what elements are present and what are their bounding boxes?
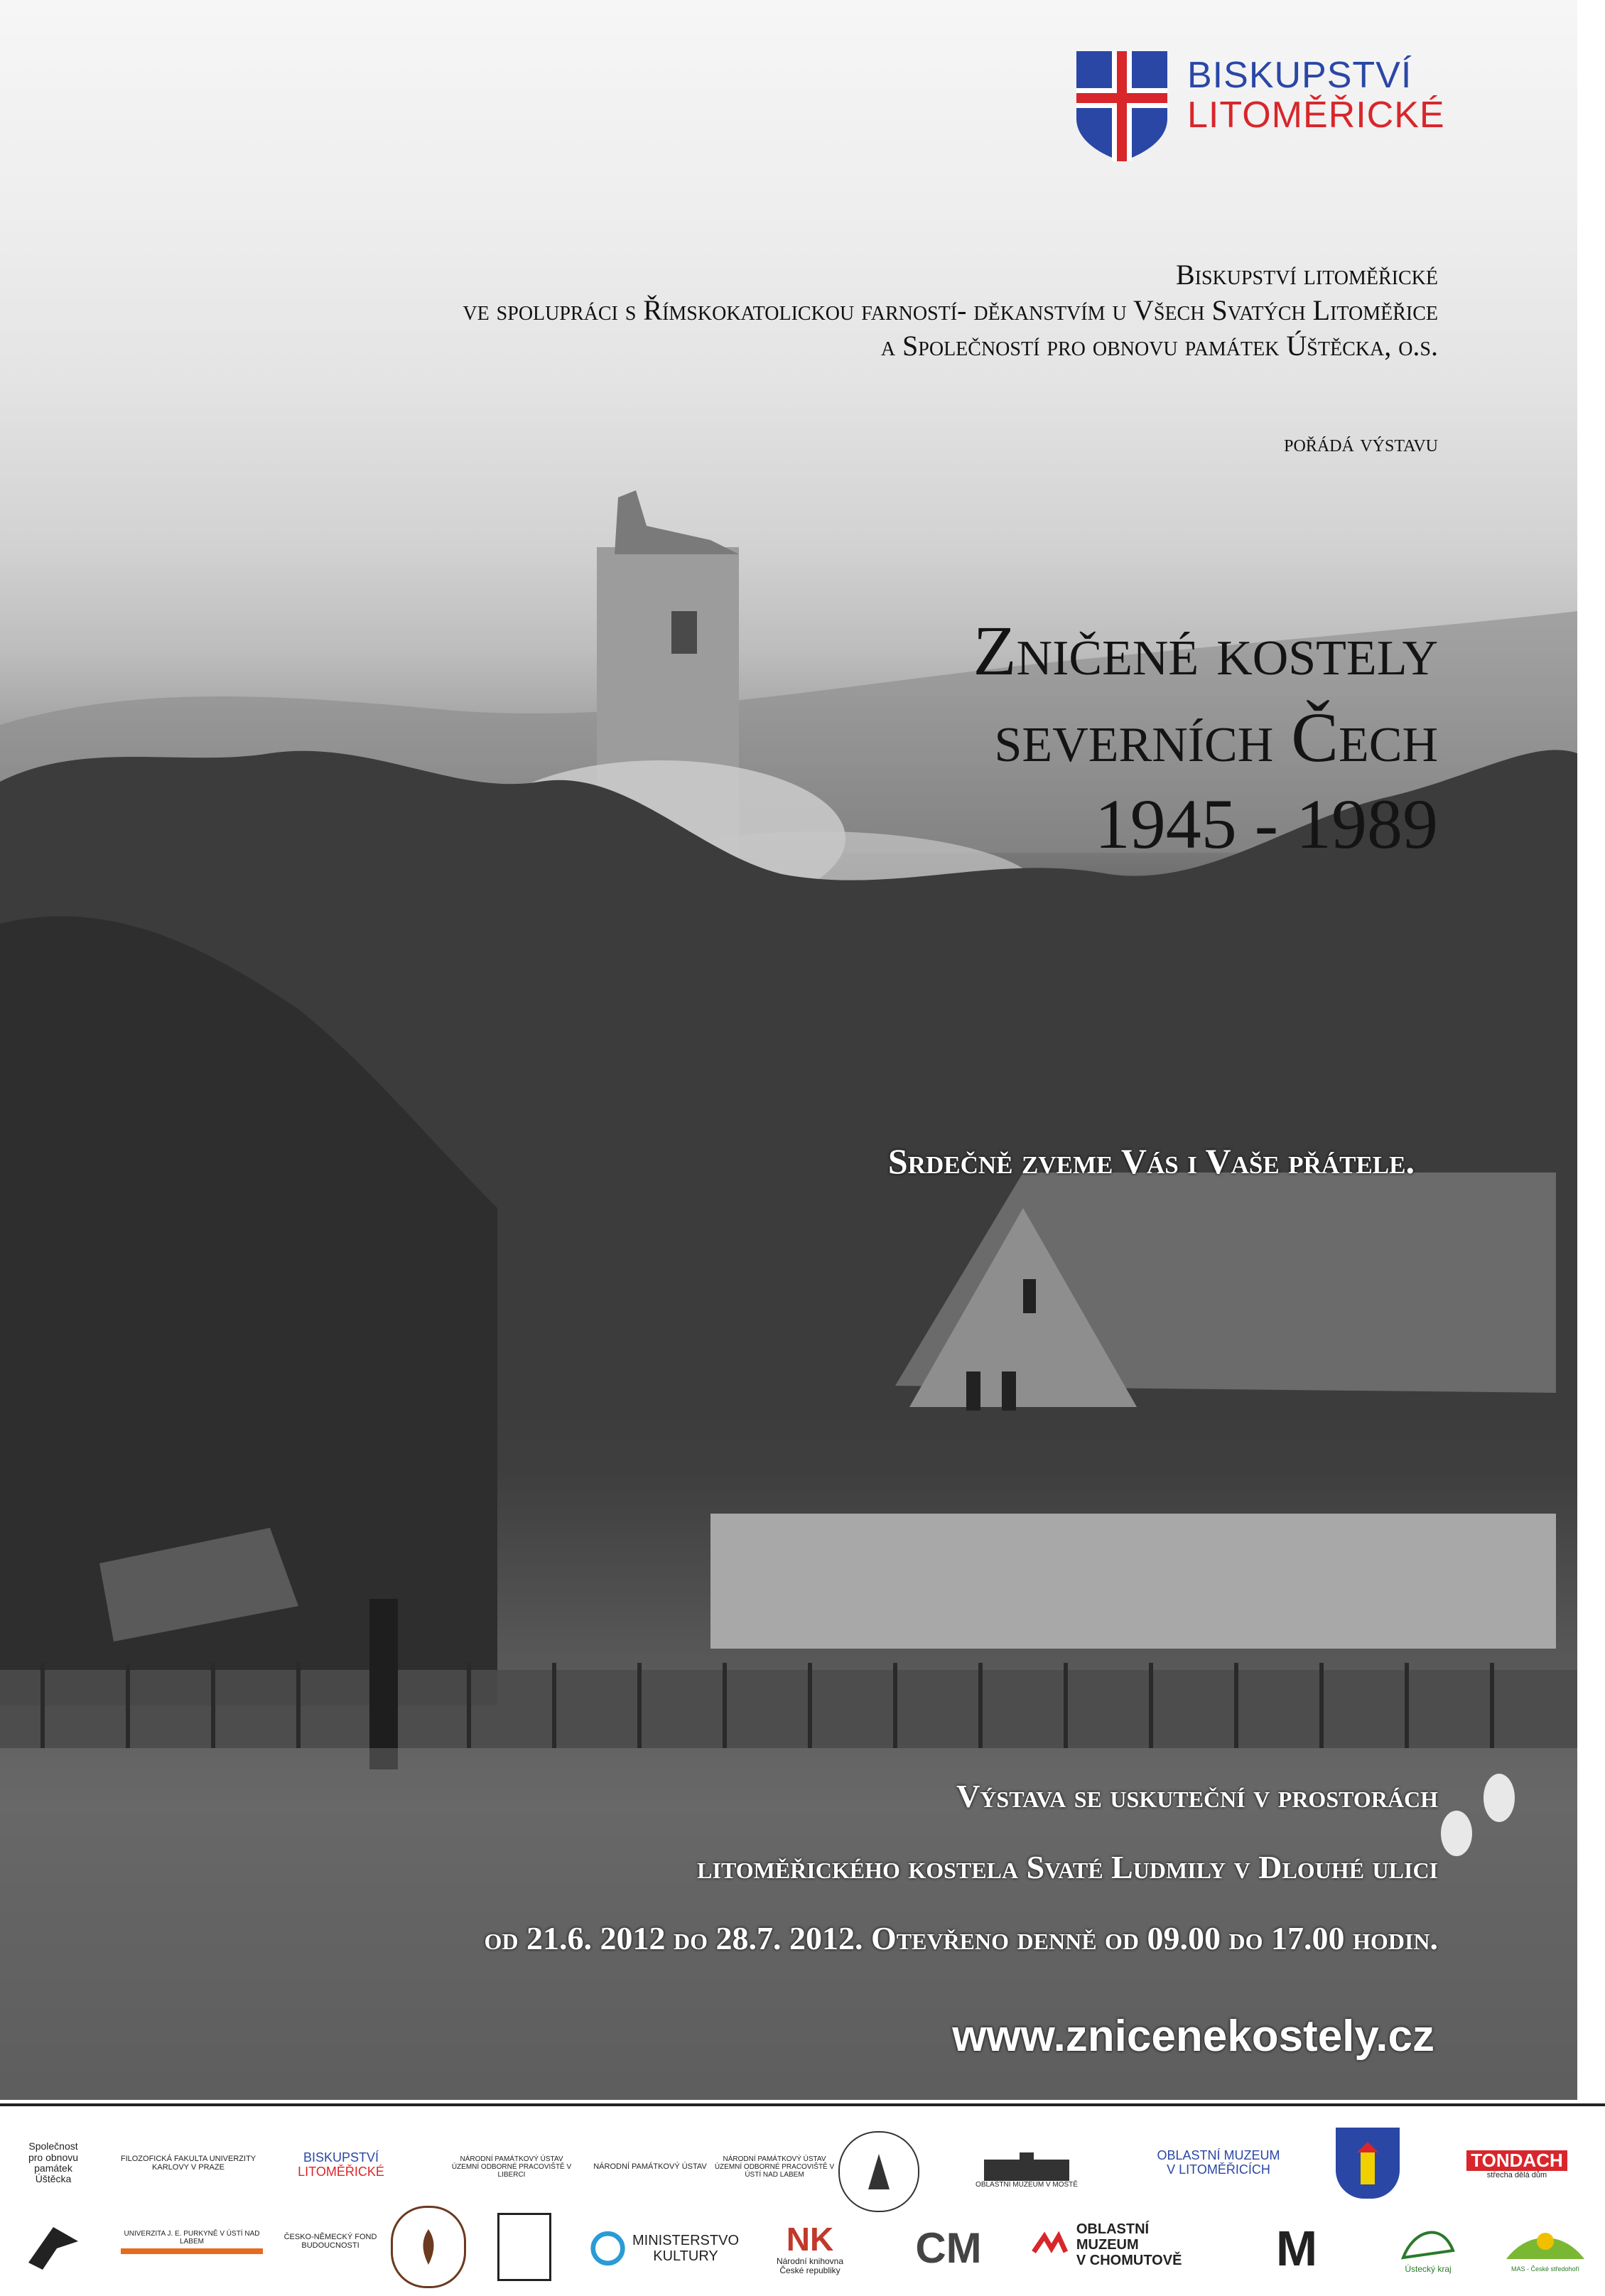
sponsor-label: UNIVERZITA J. E. PURKYNĚ V ÚSTÍ NAD LABEM	[124, 2230, 260, 2246]
sponsor-label: NÁRODNÍ PAMÁTKOVÝ ÚSTAV ÚZEMNÍ ODBORNÉ PRACOVIŠTĚ V LIBERCI	[451, 2155, 572, 2179]
sponsor-label: Ústecký kraj	[1405, 2264, 1452, 2275]
logo-text-line2: LITOMĚŘICKÉ	[1187, 95, 1445, 136]
bird-icon	[21, 2213, 85, 2277]
sponsor-label: Společnost pro obnovu památek Úštěcka	[28, 2140, 79, 2185]
sponsor-label: NÁRODNÍ PAMÁTKOVÝ ÚSTAV ÚZEMNÍ ODBORNÉ PRACOVIŠTĚ V ÚSTÍ NAD LABEM	[714, 2155, 835, 2179]
sponsor-ustecky-kraj-logo	[1393, 2206, 1464, 2284]
document-icon	[497, 2213, 551, 2281]
fleur-de-lis-icon	[411, 2226, 446, 2268]
organizers-block	[463, 257, 1438, 364]
title-line: severních Čech	[994, 698, 1438, 777]
logo-text-line1: BISKUPSTVÍ	[1187, 55, 1412, 96]
sponsor-muzeum-litomerice-logo	[1130, 2142, 1307, 2184]
sponsor-label: BISKUPSTVÍ	[303, 2150, 379, 2165]
invitation-text: Srdečně zveme Vás i Vaše přátele.	[887, 1141, 1415, 1181]
info-dates: od 21.6. 2012 do 28.7. 2012. Otevřeno denně od 09.00 do 17.00 hodin.	[484, 1920, 1438, 1956]
title-line: Zničené kostely	[973, 611, 1438, 690]
sponsor-npu-usti-logo	[714, 2145, 835, 2188]
region-icon	[1400, 2215, 1457, 2265]
sponsor-label: MINISTERSTVO	[632, 2233, 739, 2248]
sponsor-spolecnost-logo	[21, 2135, 85, 2192]
wave-icon	[1030, 2231, 1069, 2259]
organizer-line: ve spolupráci s Římskokatolickou farností- děkanstvím u Všech Svatých Litoměřice	[463, 294, 1438, 326]
sponsor-label: OBLASTNÍ MUZEUM V MOSTĚ	[976, 2180, 1078, 2189]
sponsor-label: NÁRODNÍ PAMÁTKOVÝ ÚSTAV	[593, 2162, 707, 2171]
city-coat-of-arms-icon	[1336, 2128, 1400, 2199]
nk-mark: NK	[786, 2220, 834, 2258]
sponsor-label: OBLASTNÍ MUZEUM	[1157, 2148, 1280, 2163]
sponsor-bird-logo	[18, 2206, 89, 2284]
sponsor-label: OBLASTNÍ MUZEUM	[1076, 2221, 1150, 2253]
sponsor-label: TONDACH	[1466, 2150, 1567, 2171]
sponsor-mas-logo	[1499, 2213, 1592, 2284]
sponsor-cm-logo: CM	[915, 2224, 982, 2272]
organizer-line: Biskupství litoměřické	[1175, 259, 1438, 291]
sponsor-ujep-logo	[121, 2227, 263, 2254]
sponsor-label: ČESKO-NĚMECKÝ FOND BUDOUCNOSTI	[283, 2232, 377, 2250]
sponsor-label: KULTURY	[653, 2248, 718, 2264]
sponsor-m-logo: M	[1275, 2220, 1318, 2276]
exhibition-info	[485, 1761, 1439, 1974]
sponsor-label: V CHOMUTOVĚ	[1076, 2253, 1182, 2268]
sponsor-label: V LITOMĚŘICÍCH	[1167, 2162, 1270, 2177]
sponsor-npu-logo	[590, 2152, 710, 2181]
organizer-line: a Společností pro obnovu památek Úštěcka, o.s.	[880, 330, 1438, 362]
sponsor-label: MAS - České středohoří	[1511, 2265, 1580, 2273]
presents-label: pořádá výstavu	[1284, 431, 1438, 457]
sponsor-npu-liberec-logo	[448, 2145, 575, 2188]
sponsor-label: střecha dělá dům	[1486, 2170, 1547, 2179]
diocese-logo	[1076, 51, 1446, 165]
info-line: litoměřického kostela Svaté Ludmily v Dlouhé ulici	[697, 1849, 1438, 1885]
sponsor-ministerstvo-logo	[590, 2227, 739, 2270]
exhibition-title	[973, 608, 1438, 868]
sponsor-lily-logo	[391, 2206, 466, 2288]
sponsor-seal-logo	[838, 2131, 919, 2212]
building-icon	[980, 2152, 1073, 2181]
hills-icon	[1506, 2224, 1584, 2266]
sponsor-muzeum-most-logo	[973, 2145, 1080, 2195]
sponsors-strip	[0, 2103, 1605, 2296]
info-line: Výstava se uskuteční v prostorách	[956, 1778, 1438, 1814]
sponsor-label: FILOZOFICKÁ FAKULTA UNIVERZITY KARLOVY V PRAZE	[120, 2154, 256, 2172]
sponsor-tondach-logo	[1457, 2145, 1577, 2184]
ring-icon	[590, 2229, 627, 2268]
sponsor-label: Národní knihovna České republiky	[776, 2256, 844, 2276]
sponsor-fond-budoucnosti-logo	[270, 2220, 391, 2263]
church-icon	[858, 2150, 900, 2193]
sponsor-muzeum-chomutov-logo	[1030, 2221, 1215, 2268]
tower-icon	[1346, 2138, 1389, 2188]
sponsor-nk-logo	[767, 2213, 853, 2284]
sponsor-ff-uk-logo	[107, 2149, 270, 2177]
sponsor-label: LITOMĚŘICKÉ	[298, 2164, 384, 2179]
sponsor-biskupstvi-logo	[277, 2145, 405, 2184]
shield-icon	[1076, 51, 1167, 161]
title-years: 1945 - 1989	[1094, 785, 1438, 863]
website-link[interactable]: www.znicenekostely.cz	[952, 2012, 1434, 2061]
